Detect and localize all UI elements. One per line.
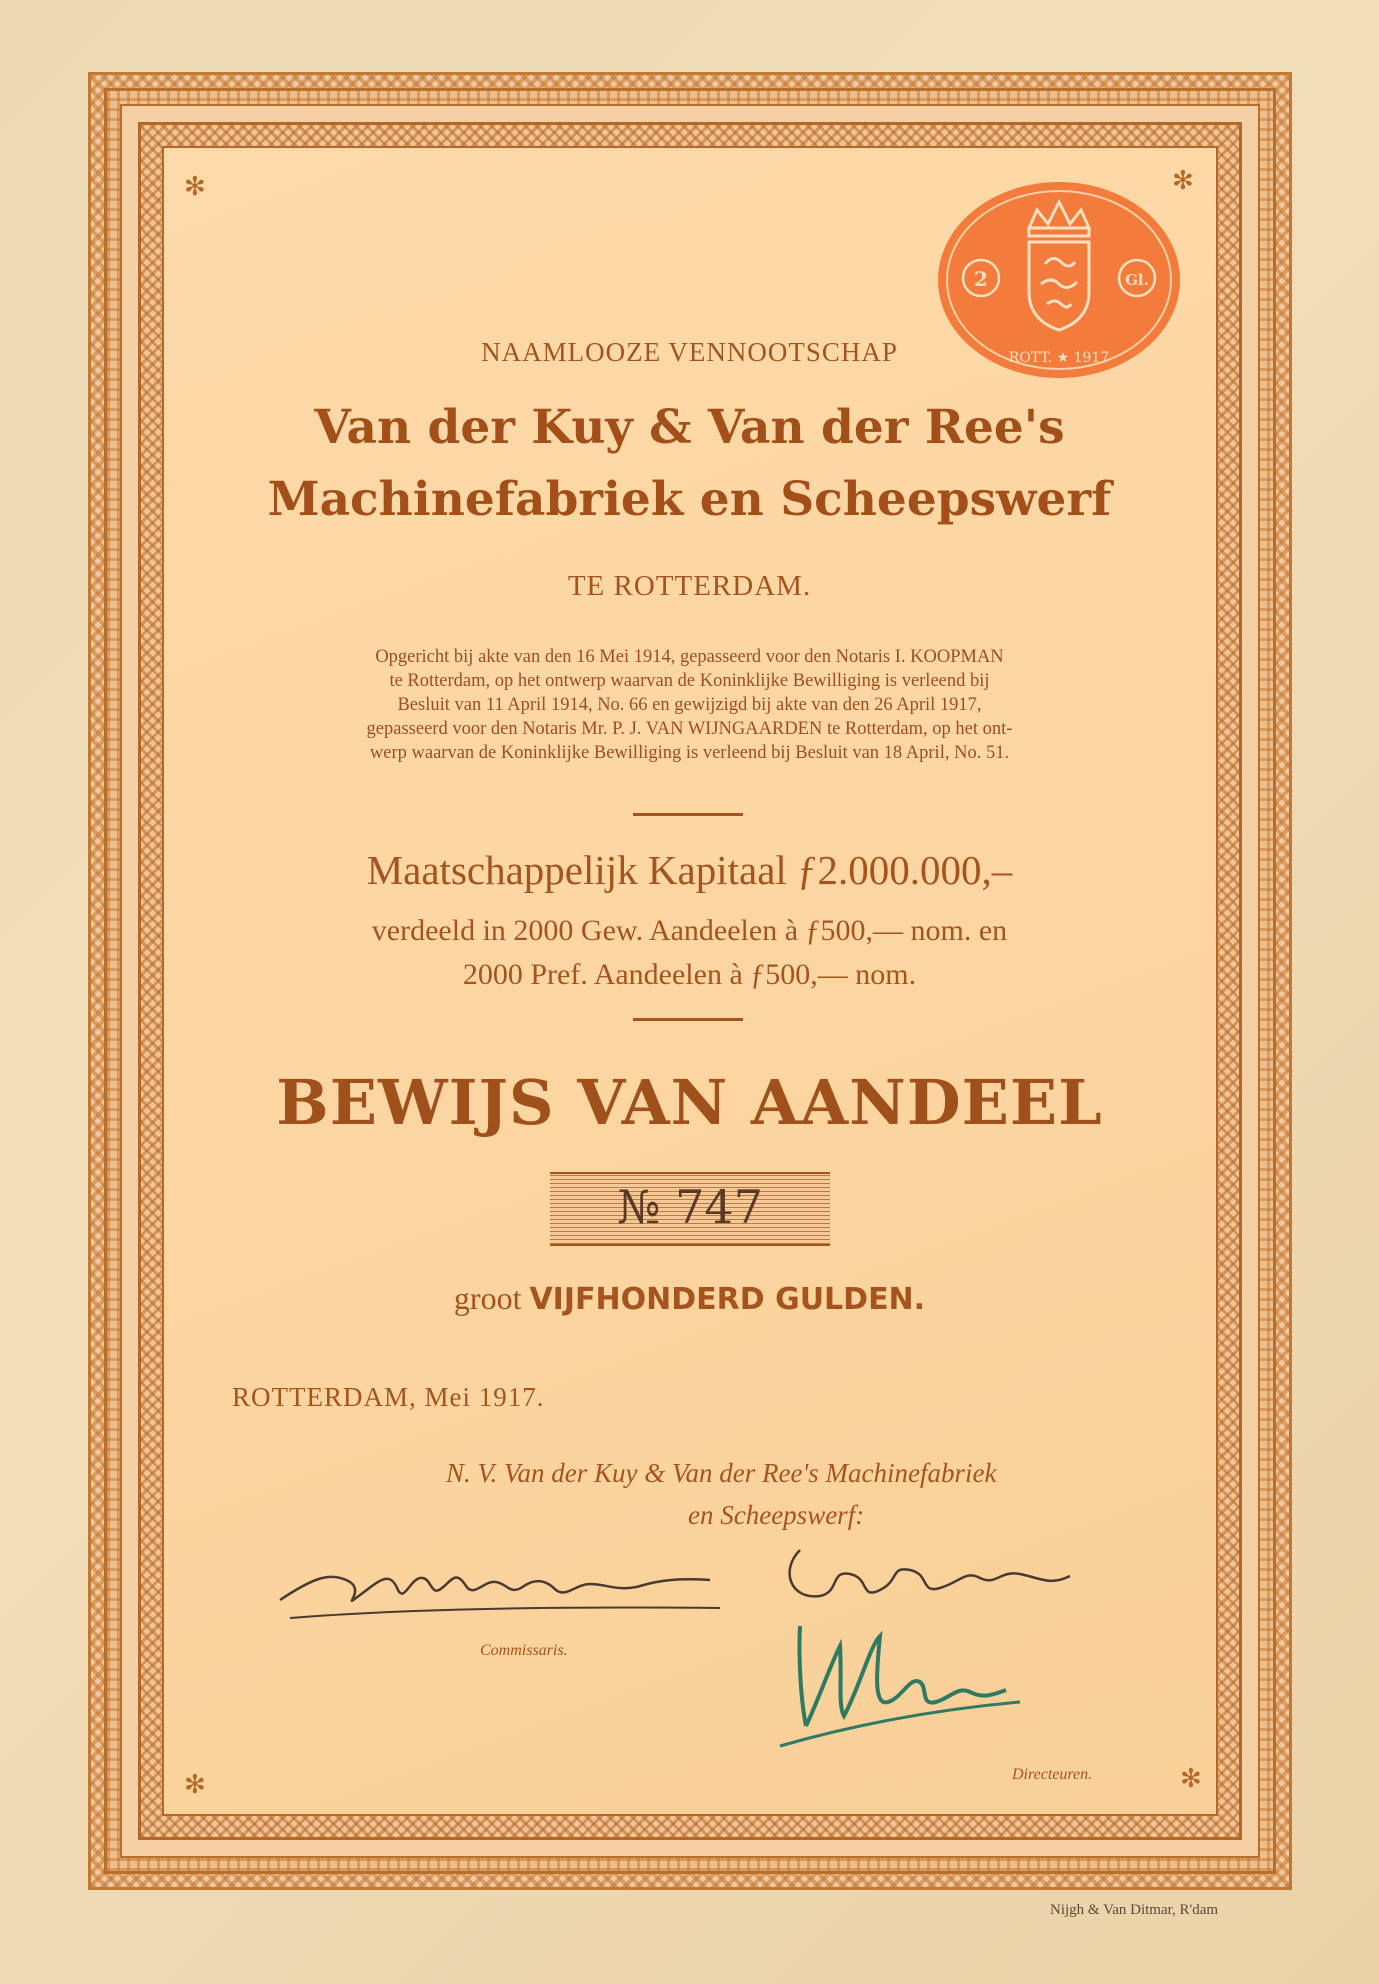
certificate-value bbox=[0, 1280, 1379, 1317]
directeuren-label: Directeuren. bbox=[1012, 1766, 1093, 1783]
place-date: ROTTERDAM, Mei 1917. bbox=[232, 1382, 545, 1412]
svg-text:2: 2 bbox=[974, 267, 988, 291]
corner-ornament-icon: ✻ bbox=[184, 1770, 206, 1800]
corner-ornament-icon: ✻ bbox=[184, 172, 206, 202]
capital-division-line: 2000 Pref. Aandeelen à ƒ500,— nom. bbox=[462, 958, 917, 991]
incorporation-line: te Rotterdam, op het ontwerp waarvan de Koninklijke Bewilliging is verleend bij bbox=[389, 671, 990, 691]
commissaris-label: Commissaris. bbox=[480, 1642, 568, 1659]
signatory-name-cont: en Scheepswerf: bbox=[688, 1500, 865, 1530]
incorporation-line: werp waarvan de Koninklijke Bewilliging is verleend bij Besluit van 18 April, No. 51. bbox=[369, 743, 1010, 763]
corner-ornament-icon: ✻ bbox=[1172, 166, 1194, 196]
certificate-number: № 747 bbox=[617, 1180, 763, 1234]
certificate-title: BEWIJS VAN AANDEEL bbox=[276, 1066, 1103, 1139]
divider-rule bbox=[633, 1018, 743, 1021]
divider-rule bbox=[633, 813, 743, 816]
svg-text:ROTT. ★ 1917: ROTT. ★ 1917 bbox=[1008, 350, 1110, 366]
company-name-line2: Machinefabriek en Scheepswerf bbox=[267, 472, 1112, 527]
capital-amount: Maatschappelijk Kapitaal ƒ2.000.000,– bbox=[366, 847, 1013, 893]
incorporation-line: gepasseerd voor den Notaris Mr. P. J. VAN WIJNGAARDEN te Rotterdam, op het ont- bbox=[366, 719, 1013, 739]
svg-text:Gl.: Gl. bbox=[1125, 271, 1149, 289]
signatory-name: N. V. Van der Kuy & Van der Ree's Machinefabriek bbox=[446, 1458, 997, 1488]
corner-ornament-icon: ✻ bbox=[1180, 1764, 1202, 1794]
commissaris-signature bbox=[270, 1540, 750, 1630]
printer-imprint: Nijgh & Van Ditmar, R'dam bbox=[1050, 1902, 1219, 1918]
incorporation-line: Opgericht bij akte van den 16 Mei 1914, gepasseerd voor den Notaris I. KOOPMAN bbox=[375, 647, 1004, 667]
capital-division-line: verdeeld in 2000 Gew. Aandeelen à ƒ500,— nom. en bbox=[371, 914, 1008, 947]
value-amount: VIJFHONDERD GULDEN. bbox=[529, 1282, 926, 1317]
company-location: TE ROTTERDAM. bbox=[567, 570, 812, 602]
company-name-line1: Van der Kuy & Van der Ree's bbox=[314, 400, 1065, 455]
incorporation-line: Besluit van 11 April 1914, No. 66 en gewijzigd bij akte van den 26 April 1917, bbox=[397, 695, 982, 715]
value-prefix: groot bbox=[453, 1280, 522, 1316]
company-type: NAAMLOOZE VENNOOTSCHAP bbox=[481, 337, 898, 367]
director-signature-green bbox=[770, 1606, 1030, 1756]
